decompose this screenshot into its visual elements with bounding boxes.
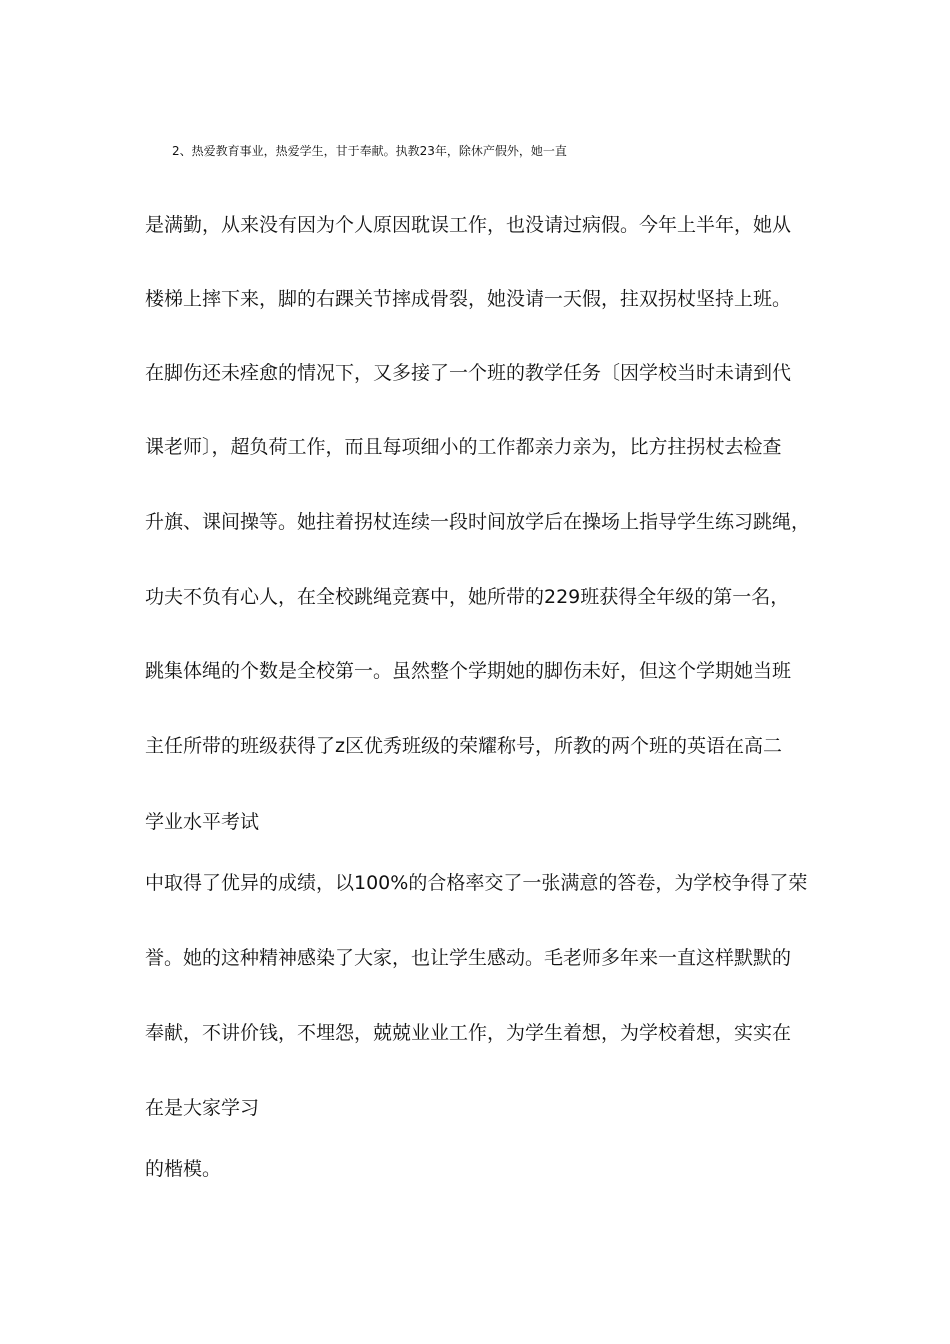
paragraph-line: 2、热爱教育事业，热爱学生，甘于奉献。执教23年，除休产假外，她一直 bbox=[172, 144, 567, 158]
paragraph-line: 主任所带的班级获得了z区优秀班级的荣耀称号，所教的两个班的英语在高二 bbox=[145, 735, 782, 757]
paragraph-line: 楼梯上摔下来，脚的右踝关节摔成骨裂，她没请一天假，拄双拐杖坚持上班。 bbox=[145, 288, 792, 310]
paragraph-line: 学业水平考试 bbox=[145, 811, 260, 833]
paragraph-line: 中取得了优异的成绩，以100%的合格率交了一张满意的答卷，为学校争得了荣 bbox=[145, 872, 808, 894]
paragraph-line: 跳集体绳的个数是全校第一。虽然整个学期她的脚伤未好，但这个学期她当班 bbox=[145, 660, 792, 682]
paragraph-line: 的楷模。 bbox=[145, 1158, 222, 1180]
paragraph-line: 课老师〕，超负荷工作，而且每项细小的工作都亲力亲为，比方拄拐杖去检查 bbox=[145, 436, 782, 458]
paragraph-line: 誉。她的这种精神感染了大家，也让学生感动。毛老师多年来一直这样默默的 bbox=[145, 947, 792, 969]
paragraph-line: 升旗、课间操等。她拄着拐杖连续一段时间放学后在操场上指导学生练习跳绳， bbox=[145, 511, 811, 533]
paragraph-line: 是满勤，从来没有因为个人原因耽误工作，也没请过病假。今年上半年，她从 bbox=[145, 214, 792, 236]
paragraph-line: 在是大家学习 bbox=[145, 1097, 260, 1119]
paragraph-line: 功夫不负有心人，在全校跳绳竞赛中，她所带的229班获得全年级的第一名， bbox=[145, 586, 790, 608]
paragraph-line: 奉献，不讲价钱，不埋怨，兢兢业业工作，为学生着想，为学校着想，实实在 bbox=[145, 1022, 792, 1044]
paragraph-line: 在脚伤还未痊愈的情况下，又多接了一个班的教学任务〔因学校当时未请到代 bbox=[145, 362, 792, 384]
